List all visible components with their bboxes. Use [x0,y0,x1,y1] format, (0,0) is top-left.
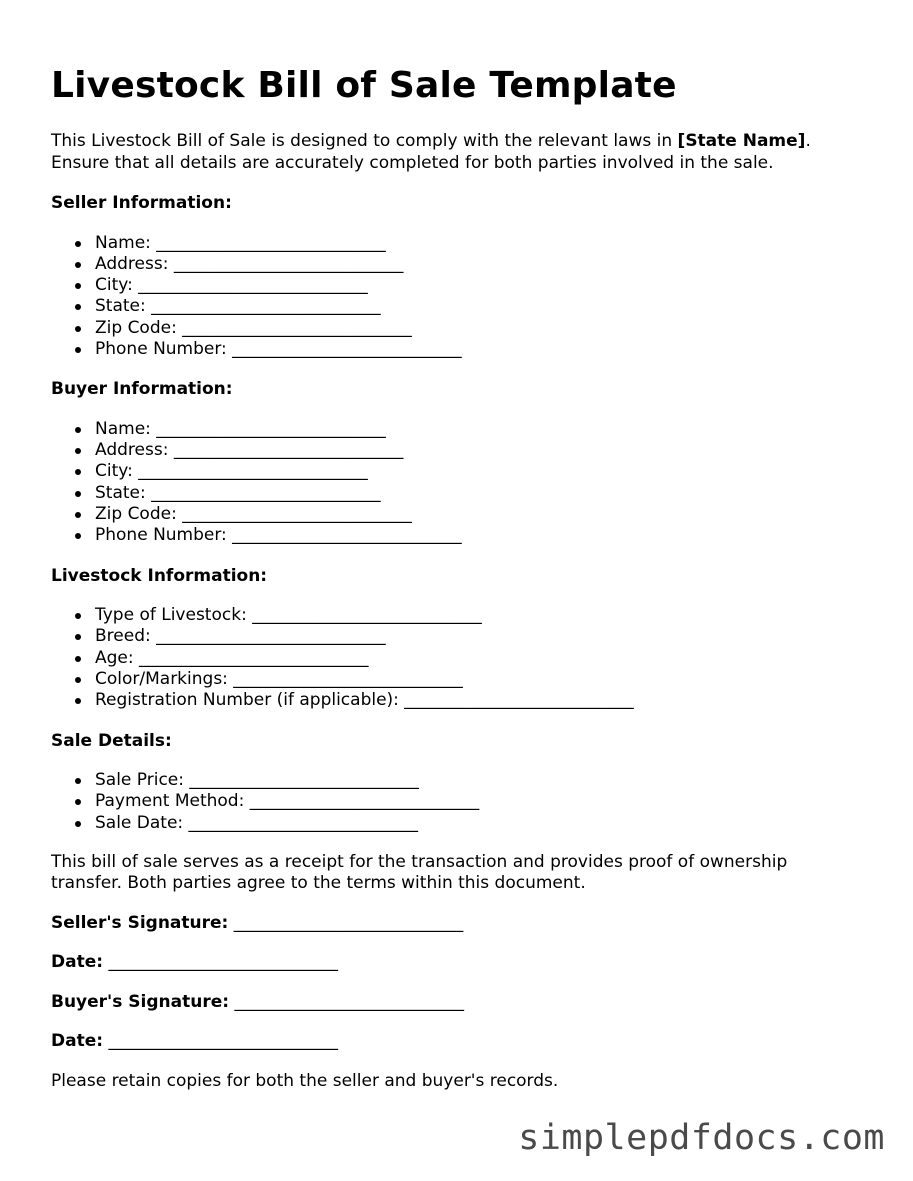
sale-fields-list [51,770,871,834]
payment-method-field[interactable]: Payment Method: ___________________________ [95,791,871,812]
seller-date-label: Date: [51,952,104,973]
livestock-breed-field[interactable]: Breed: ___________________________ [95,626,871,647]
seller-phone-field[interactable]: Phone Number: ___________________________ [95,339,871,360]
seller-zip-field[interactable]: Zip Code: ___________________________ [95,318,871,339]
buyer-name-field[interactable]: Name: ___________________________ [95,419,871,440]
livestock-age-field[interactable]: Age: ___________________________ [95,648,871,669]
sale-price-field[interactable]: Sale Price: ___________________________ [95,770,871,791]
watermark-text: simplepdfdocs.com [518,1118,885,1158]
retain-copies-note: Please retain copies for both the seller and buyer's records. [51,1070,559,1091]
buyer-signature-line[interactable] [51,992,871,1014]
seller-date-line[interactable] [51,952,871,974]
intro-text: This Livestock Bill of Sale is designed to comply with the relevant laws in [51,131,678,151]
sale-heading: Sale Details: [51,730,172,751]
livestock-color-field[interactable]: Color/Markings: ___________________________ [95,669,871,690]
closing-line-1: This bill of sale serves as a receipt for the transaction and provides proof of ownership [51,851,788,872]
seller-state-field[interactable]: State: ___________________________ [95,296,871,317]
buyer-phone-field[interactable]: Phone Number: ___________________________ [95,525,871,546]
seller-address-field[interactable]: Address: ___________________________ [95,254,871,275]
buyer-signature-blank[interactable]: ___________________________ [234,991,464,1012]
livestock-heading: Livestock Information: [51,565,268,586]
buyer-heading: Buyer Information: [51,379,233,400]
buyer-date-label: Date: [51,1031,104,1052]
seller-signature-blank[interactable]: ___________________________ [233,912,464,933]
intro-text-line2: Ensure that all details are accurately completed for both parties involved in the sale. [51,152,774,173]
buyer-date-line[interactable] [51,1031,871,1053]
closing-line-2: transfer. Both parties agree to the terms within this document. [51,873,586,894]
livestock-registration-field[interactable]: Registration Number (if applicable): ___________________________ [95,690,871,711]
sale-date-field[interactable]: Sale Date: ___________________________ [95,813,871,834]
livestock-type-field[interactable]: Type of Livestock: ___________________________ [95,605,871,626]
state-name-placeholder: [State Name] [677,131,806,151]
closing-paragraph [51,852,871,895]
seller-heading: Seller Information: [51,193,232,213]
seller-signature-line[interactable] [51,913,871,935]
seller-signature-label: Seller's Signature: [51,912,229,933]
intro-paragraph [51,131,871,174]
buyer-zip-field[interactable]: Zip Code: ___________________________ [95,504,871,525]
buyer-city-field[interactable]: City: ___________________________ [95,461,871,482]
document-title: Livestock Bill of Sale Template [51,65,677,106]
buyer-fields-list [51,419,871,547]
document-page [51,62,871,1092]
buyer-state-field[interactable]: State: ___________________________ [95,483,871,504]
seller-fields-list [51,233,871,361]
seller-name-field[interactable]: Name: ___________________________ [95,233,871,254]
buyer-signature-label: Buyer's Signature: [51,991,230,1012]
livestock-fields-list [51,605,871,711]
seller-date-blank[interactable]: ___________________________ [108,952,338,973]
buyer-address-field[interactable]: Address: ___________________________ [95,440,871,461]
intro-period: . [805,131,811,151]
seller-city-field[interactable]: City: ___________________________ [95,275,871,296]
buyer-date-blank[interactable]: ___________________________ [108,1031,338,1052]
